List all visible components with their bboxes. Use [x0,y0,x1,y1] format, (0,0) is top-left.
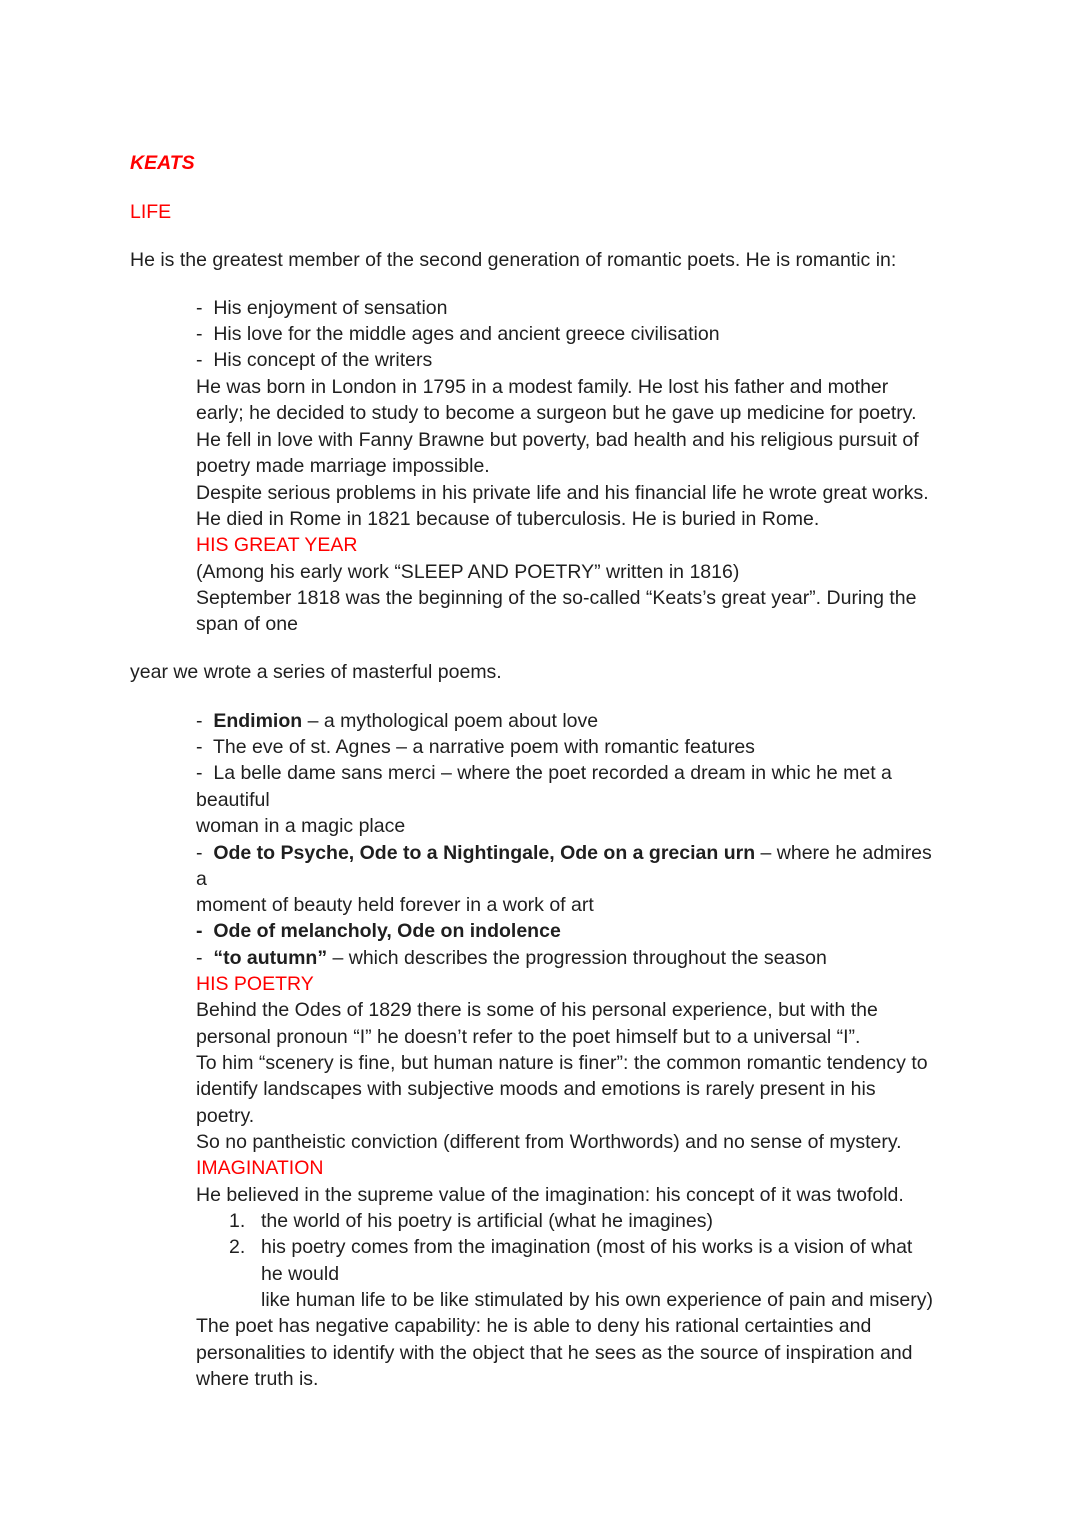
numbered-item-text: like human life to be like stimulated by his own experience of pain and misery) [261,1289,934,1311]
list-item: - “to autumn” – which describes the progression throughout the season [196,947,827,969]
list-item: - Endimion – a mythological poem about love [196,710,599,732]
list-item-continuation: moment of beauty held forever in a work of art [196,894,594,916]
numbered-item-text: his poetry comes from the imagination (most of his works is a vision of what [261,1236,913,1258]
great-year-line: span of one [196,613,298,635]
poetry-line: To him “scenery is fine, but human nature is finer”: the common romantic tendency to [196,1052,928,1074]
poetry-line: personal pronoun “I” he doesn’t refer to the poet himself but to a universal “I”. [196,1026,861,1048]
poetry-line: poetry. [196,1105,255,1127]
bio-line: He was born in London in 1795 in a modest family. He lost his father and mother [196,376,889,398]
list-item-continuation: beautiful [196,789,270,811]
numbered-item-text: the world of his poetry is artificial (what he imagines) [261,1210,713,1232]
poetry-line: identify landscapes with subjective moods and emotions is rarely present in his [196,1078,876,1100]
closing-line: The poet has negative capability: he is able to deny his rational certainties and [196,1315,872,1337]
intro-paragraph: He is the greatest member of the second generation of romantic poets. He is romantic in: [130,249,897,271]
great-year-line: September 1818 was the beginning of the so-called “Keats’s great year”. During the [196,587,917,609]
bio-line: early; he decided to study to become a surgeon but he gave up medicine for poetry. [196,402,917,424]
bio-line: He fell in love with Fanny Brawne but poverty, bad health and his religious pursuit of [196,429,919,451]
great-year-continuation: year we wrote a series of masterful poems. [130,661,502,683]
poetry-line: Behind the Odes of 1829 there is some of his personal experience, but with the [196,999,878,1021]
section-heading-great-year: HIS GREAT YEAR [196,534,358,556]
list-item: - His enjoyment of sensation [196,297,448,319]
list-item: - La belle dame sans merci – where the poet recorded a dream in whic he met a [196,762,892,784]
list-item-continuation: woman in a magic place [196,815,406,837]
bio-line: poetry made marriage impossible. [196,455,490,477]
numbered-item-number: 1. [229,1210,246,1232]
imagination-intro: He believed in the supreme value of the imagination: his concept of it was twofold. [196,1184,904,1206]
list-item: - His concept of the writers [196,349,433,371]
list-item: - His love for the middle ages and ancient greece civilisation [196,323,720,345]
list-item: - Ode to Psyche, Ode to a Nightingale, Ode on a grecian urn – where he admires [196,842,932,864]
numbered-item-number: 2. [229,1236,246,1258]
great-year-line: (Among his early work “SLEEP AND POETRY” written in 1816) [196,561,740,583]
document-title: KEATS [130,152,195,174]
list-item-continuation: a [196,868,207,890]
closing-line: personalities to identify with the object that he sees as the source of inspiration and [196,1342,913,1364]
section-heading-poetry: HIS POETRY [196,973,314,995]
section-heading-imagination: IMAGINATION [196,1157,324,1179]
poetry-line: So no pantheistic conviction (different from Worthwords) and no sense of mystery. [196,1131,902,1153]
list-item: - Ode of melancholy, Ode on indolence [196,920,561,942]
section-heading-life: LIFE [130,201,172,223]
bio-line: Despite serious problems in his private life and his financial life he wrote great works. [196,482,929,504]
closing-line: where truth is. [196,1368,319,1390]
bio-line: He died in Rome in 1821 because of tuberculosis. He is buried in Rome. [196,508,820,530]
list-item: - The eve of st. Agnes – a narrative poem with romantic features [196,736,755,758]
numbered-item-text: he would [261,1263,340,1285]
